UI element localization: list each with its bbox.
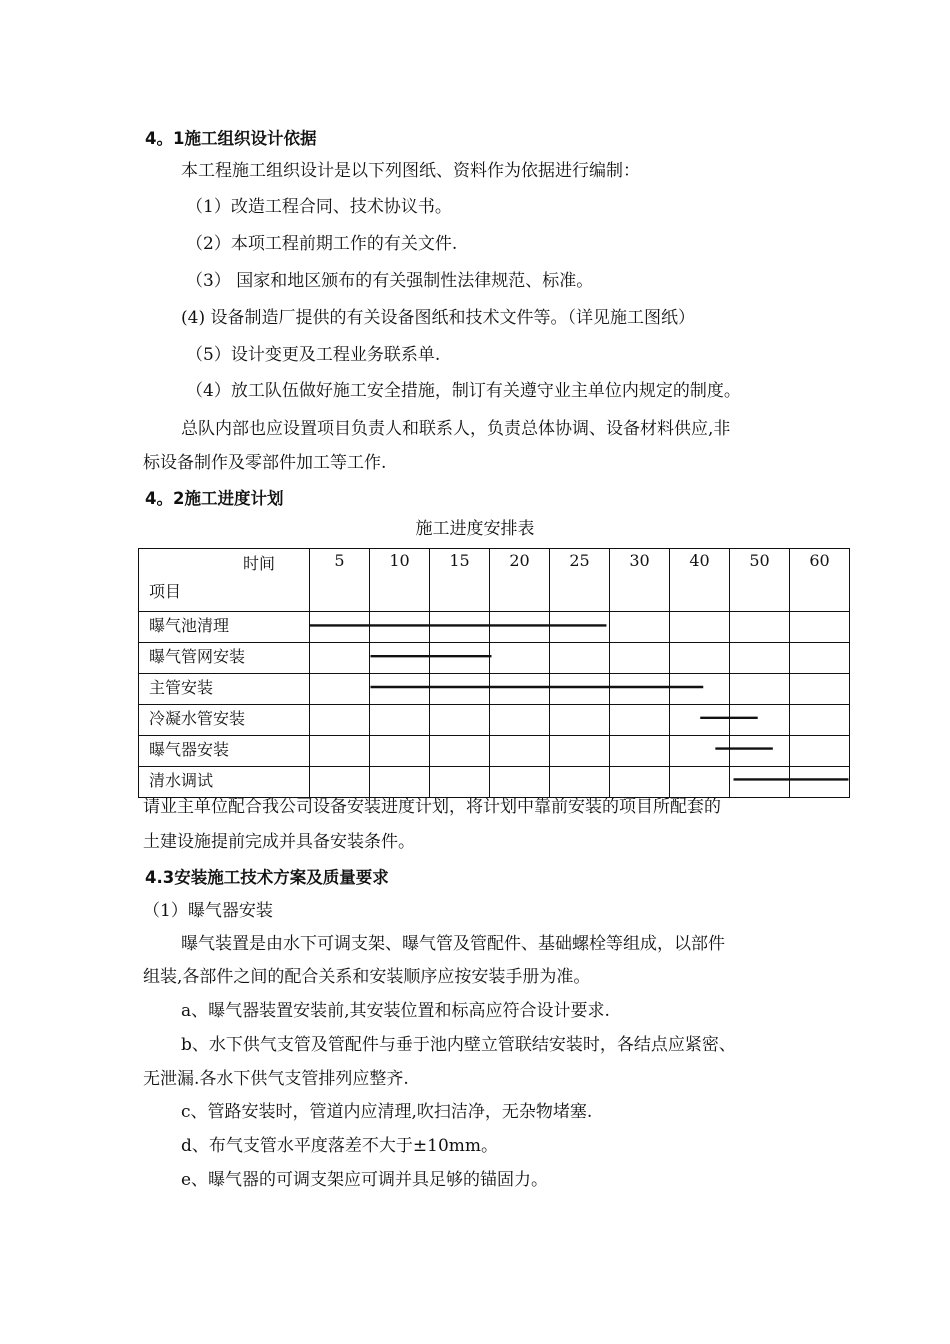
table-cell [550, 705, 610, 736]
table-cell [310, 705, 370, 736]
list-item: （4）放工队伍做好施工安全措施，制订有关遵守业主单位内规定的制度。 [186, 381, 741, 401]
tick-label: 40 [670, 549, 730, 612]
table-cell [610, 643, 670, 674]
table-cell [790, 643, 850, 674]
table-cell [550, 736, 610, 767]
table-cell [610, 767, 670, 798]
paragraph-line: 曝气装置是由水下可调支架、曝气管及管配件、基础螺栓等组成，以部件 [181, 934, 725, 954]
table-cell [550, 612, 610, 643]
table-cell [490, 705, 550, 736]
paragraph-line: b、水下供气支管及管配件与垂于池内壁立管联结安装时，各结点应紧密、 [181, 1035, 736, 1055]
table-cell [670, 736, 730, 767]
tick-label: 30 [610, 549, 670, 612]
task-label: 曝气器安装 [139, 736, 310, 767]
table-cell [730, 767, 790, 798]
gantt-table [138, 548, 850, 798]
section-41-intro: 本工程施工组织设计是以下列图纸、资料作为依据进行编制： [181, 161, 640, 181]
table-row [139, 674, 850, 705]
table-cell [730, 736, 790, 767]
table-cell [670, 767, 730, 798]
paragraph-line: 标设备制作及零部件加工等工作. [143, 453, 387, 473]
paragraph-line: 组装,各部件之间的配合关系和安装顺序应按安装手册为准。 [143, 967, 591, 987]
section-43-heading: 4.3安装施工技术方案及质量要求 [145, 868, 389, 887]
table-cell [730, 643, 790, 674]
table-cell [490, 674, 550, 705]
table-row [139, 705, 850, 736]
table-caption: 施工进度安排表 [415, 519, 535, 539]
table-cell [430, 736, 490, 767]
tick-label: 15 [430, 549, 490, 612]
tick-label: 10 [370, 549, 430, 612]
table-cell [550, 643, 610, 674]
header-time-label: 时间 [243, 554, 276, 573]
tick-label: 20 [490, 549, 550, 612]
table-cell [430, 767, 490, 798]
table-row [139, 736, 850, 767]
table-cell [670, 705, 730, 736]
list-item: (4) 设备制造厂提供的有关设备图纸和技术文件等。（详见施工图纸） [181, 308, 695, 328]
table-row [139, 612, 850, 643]
table-cell [610, 705, 670, 736]
table-cell [670, 612, 730, 643]
tick-label: 50 [730, 549, 790, 612]
table-cell [790, 705, 850, 736]
section-41-heading: 4。1施工组织设计依据 [145, 129, 317, 148]
header-item-label: 项目 [149, 582, 182, 601]
table-cell [310, 612, 370, 643]
table-cell [790, 767, 850, 798]
paragraph-line: c、管路安装时，管道内应清理,吹扫洁净，无杂物堵塞. [181, 1102, 593, 1122]
table-header-row [139, 549, 850, 612]
paragraph-line: 无泄漏.各水下供气支管排列应整齐. [143, 1069, 409, 1089]
table-cell [790, 674, 850, 705]
table-cell [490, 612, 550, 643]
table-row [139, 643, 850, 674]
table-row [139, 767, 850, 798]
task-label: 清水调试 [139, 767, 310, 798]
table-cell [730, 612, 790, 643]
paragraph-line: d、布气支管水平度落差不大于±10mm。 [181, 1136, 498, 1156]
table-cell [370, 736, 430, 767]
table-cell [610, 674, 670, 705]
paragraph-line: 总队内部也应设置项目负责人和联系人，负责总体协调、设备材料供应,非 [181, 419, 731, 439]
table-cell [610, 612, 670, 643]
list-item: （1）改造工程合同、技术协议书。 [186, 197, 452, 217]
table-cell [490, 767, 550, 798]
table-cell [790, 612, 850, 643]
paragraph-line: 请业主单位配合我公司设备安装进度计划，将计划中靠前安装的项目所配套的 [143, 797, 721, 817]
task-label: 主管安装 [139, 674, 310, 705]
table-cell [310, 736, 370, 767]
paragraph-line: e、曝气器的可调支架应可调并具足够的锚固力。 [181, 1170, 549, 1190]
table-cell [370, 643, 430, 674]
task-label: 冷凝水管安装 [139, 705, 310, 736]
list-item: （3） 国家和地区颁布的有关强制性法律规范、标准。 [186, 271, 594, 291]
table-cell [430, 674, 490, 705]
table-cell [490, 736, 550, 767]
table-cell [550, 674, 610, 705]
table-cell [730, 705, 790, 736]
task-label: 曝气池清理 [139, 612, 310, 643]
table-cell [490, 643, 550, 674]
task-label: 曝气管网安装 [139, 643, 310, 674]
table-cell [430, 643, 490, 674]
table-cell [310, 643, 370, 674]
list-item: （5）设计变更及工程业务联系单. [186, 345, 441, 365]
table-cell [370, 674, 430, 705]
list-item: （2）本项工程前期工作的有关文件. [186, 234, 458, 254]
table-cell [310, 674, 370, 705]
table-cell [370, 612, 430, 643]
table-cell [670, 674, 730, 705]
table-cell [430, 612, 490, 643]
section-42-heading: 4。2施工进度计划 [145, 489, 284, 508]
table-cell [310, 767, 370, 798]
tick-label: 25 [550, 549, 610, 612]
paragraph-line: 土建设施提前完成并具备安装条件。 [143, 832, 415, 852]
table-cell [790, 736, 850, 767]
header-corner-cell [139, 549, 310, 612]
table-cell [430, 705, 490, 736]
table-cell [550, 767, 610, 798]
tick-label: 60 [790, 549, 850, 612]
table-cell [370, 767, 430, 798]
table-cell [730, 674, 790, 705]
paragraph-line: a、曝气器装置安装前,其安装位置和标高应符合设计要求. [181, 1001, 610, 1021]
schedule-table [138, 548, 858, 796]
table-cell [670, 643, 730, 674]
subsection-heading: （1）曝气器安装 [143, 901, 273, 921]
table-cell [610, 736, 670, 767]
table-cell [370, 705, 430, 736]
tick-label: 5 [310, 549, 370, 612]
